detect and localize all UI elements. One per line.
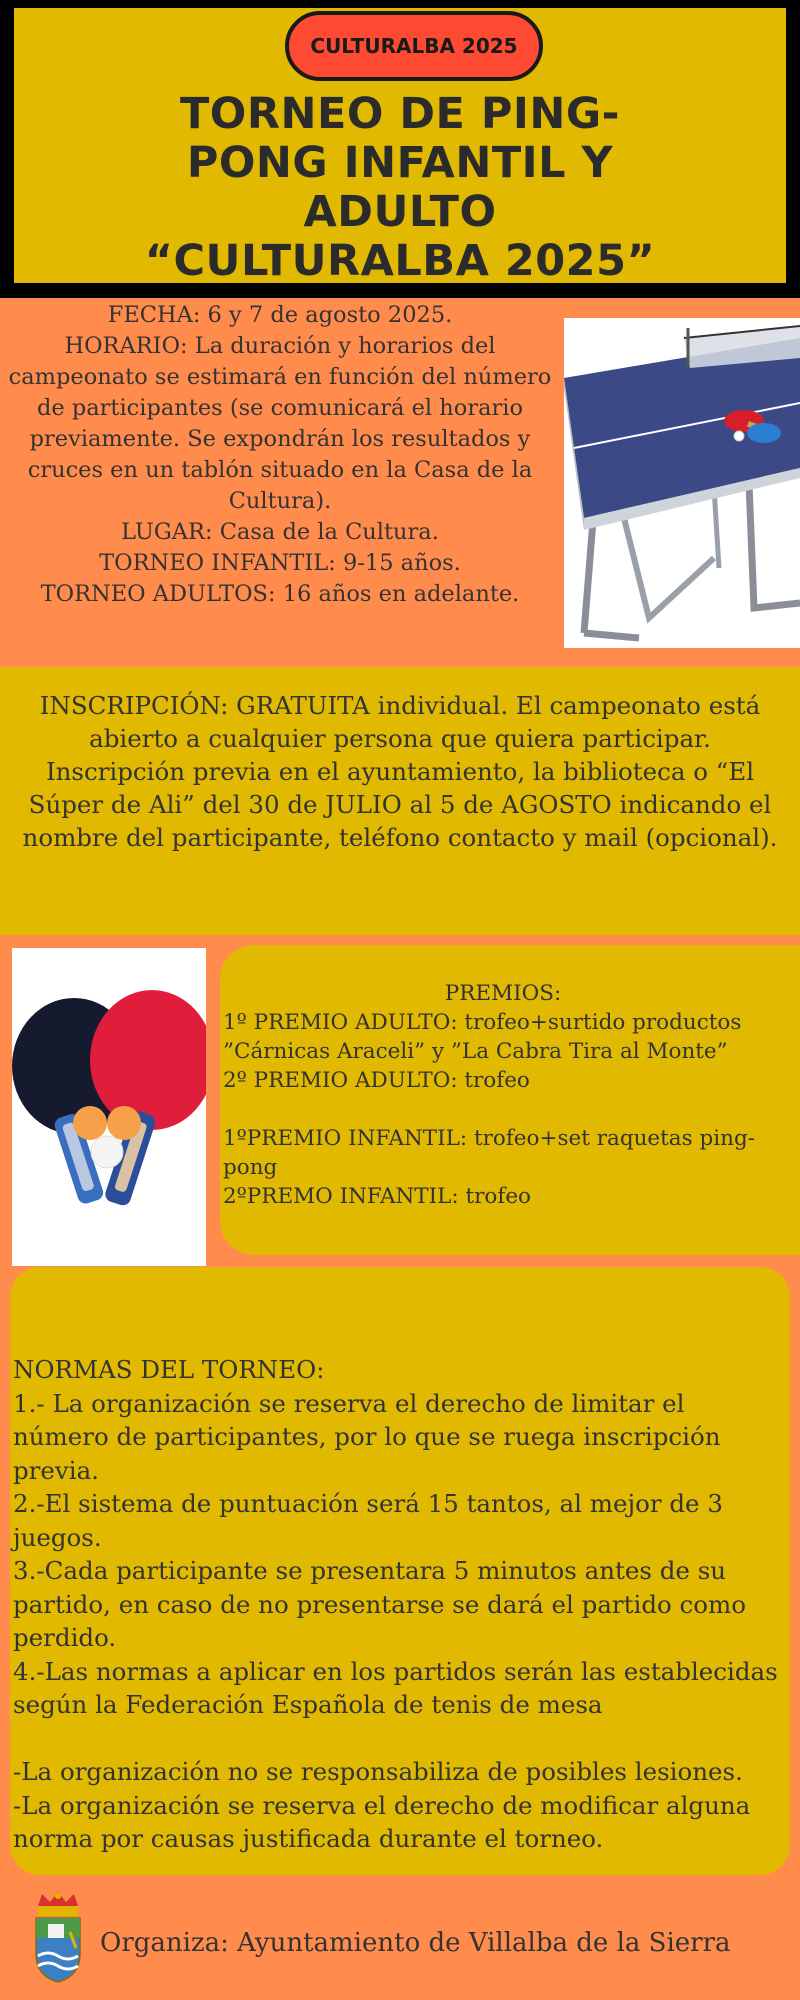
rule-2: 2.-El sistema de puntuación será 15 tantos, al mejor de 3 juegos.	[13, 1489, 723, 1552]
rule-note-2: -La organización se reserva el derecho de modificar alguna norma por causas justificada durante el torneo.	[13, 1790, 751, 1853]
title-line-1: TORNEO DE PING-	[179, 89, 621, 139]
info-date: FECHA: 6 y 7 de agosto 2025.	[107, 302, 453, 328]
rule-note-1: -La organización no se responsabiliza de posibles lesiones.	[13, 1757, 743, 1786]
info-children: TORNEO INFANTIL: 9-15 años.	[99, 550, 461, 576]
header-banner	[0, 0, 800, 298]
rules-text	[13, 1353, 788, 1856]
footer	[0, 1880, 800, 2000]
ping-pong-paddles-icon	[12, 948, 206, 1266]
rule-4: 4.-Las normas a aplicar en los partidos serán las establecidas según la Federación Española de tenis de mesa	[13, 1656, 778, 1719]
municipal-crest-icon	[30, 1892, 86, 1984]
registration-section	[0, 667, 800, 935]
info-location: LUGAR: Casa de la Cultura.	[121, 519, 439, 545]
rule-1: 1.- La organización se reserva el derecho de limitar el número de participantes, por lo que se ruega inscripción previa.	[13, 1388, 721, 1485]
rules-section	[10, 1267, 790, 1875]
info-adults: TORNEO ADULTOS: 16 años en adelante.	[40, 581, 520, 607]
page-title	[54, 90, 746, 286]
prize-child-2: 2ºPREMO INFANTIL: trofeo	[223, 1184, 531, 1209]
prizes-section	[220, 945, 800, 1255]
info-schedule: HORARIO: La duración y horarios del campeonato se estimará en función del número de participantes (se comunicará el horario previamente. Se expondrán los resultados y cruces en un tablón situado en la Casa de la Cultura).	[8, 333, 552, 514]
rule-3: 3.-Cada participante se presentara 5 minutos antes de su partido, en caso de no presentarse se dará el partido como perdido.	[13, 1556, 746, 1652]
prize-child-1: 1ºPREMIO INFANTIL: trofeo+set raquetas ping-pong	[223, 1126, 755, 1180]
prizes-heading: PREMIOS:	[444, 981, 562, 1006]
event-badge: CULTURALBA 2025	[285, 11, 543, 81]
prize-adult-1: 1º PREMIO ADULTO: trofeo+surtido productos ”Cárnicas Araceli” y ”La Cabra Tira al Monte”	[223, 1010, 742, 1064]
title-line-2: PONG INFANTIL Y	[186, 138, 614, 188]
title-line-4: “CULTURALBA 2025”	[144, 236, 656, 286]
title-line-3: ADULTO	[303, 187, 497, 237]
header-panel	[14, 8, 786, 286]
registration-text: INSCRIPCIÓN: GRATUITA individual. El campeonato está abierto a cualquier persona que quiera participar. Inscripción previa en el ayuntamiento, la biblioteca o “El Súper de Ali” del 30 de JULIO al 5 de AGOSTO indicando el nombre del participante, teléfono contacto y mail (opcional).	[22, 691, 778, 852]
organizer-text: Organiza: Ayuntamiento de Villalba de la Sierra	[100, 1928, 731, 1958]
ping-pong-table-icon	[564, 318, 800, 648]
rules-heading: NORMAS DEL TORNEO:	[13, 1355, 325, 1384]
prizes-text	[223, 979, 783, 1211]
event-info	[0, 300, 560, 610]
prize-adult-2: 2º PREMIO ADULTO: trofeo	[223, 1068, 530, 1093]
